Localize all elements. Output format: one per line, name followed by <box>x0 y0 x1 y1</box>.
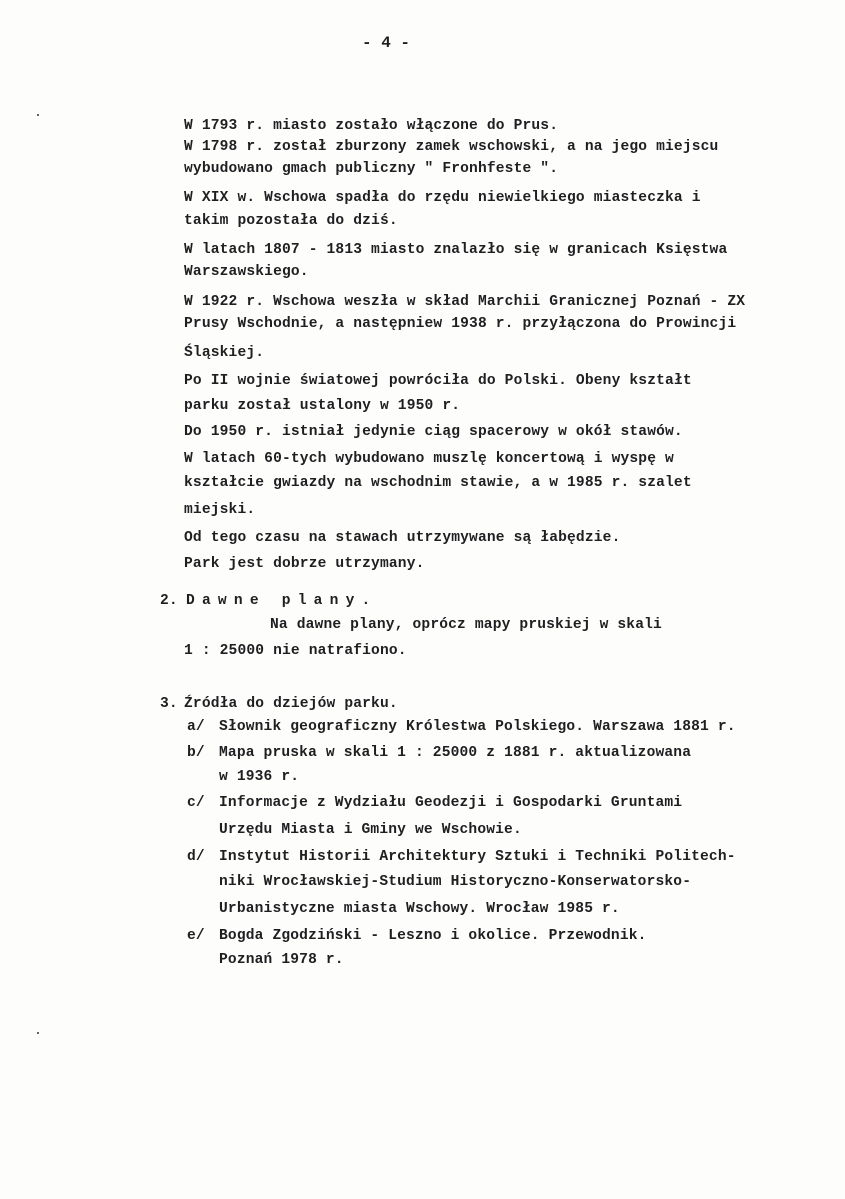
section-heading: Dawne plany. <box>186 593 378 609</box>
page-number: - 4 - <box>362 34 411 52</box>
source-line: Mapa pruska w skali 1 : 25000 z 1881 r. aktualizowana <box>219 745 692 761</box>
history-line: Prusy Wschodnie, a następniew 1938 r. przyłączona do Prowincji <box>184 316 737 332</box>
history-line: Od tego czasu na stawach utrzymywane są łabędzie. <box>184 530 621 546</box>
source-marker: a/ <box>187 719 205 735</box>
history-line: W latach 1807 - 1813 miasto znalazło się w granicach Księstwa <box>184 242 728 258</box>
section-text-line: 1 : 25000 nie natrafiono. <box>184 643 407 659</box>
source-line: Instytut Historii Architektury Sztuki i Techniki Politech- <box>219 849 736 865</box>
history-line: Śląskiej. <box>184 345 265 361</box>
history-line: Park jest dobrze utrzymany. <box>184 556 425 572</box>
source-line: Urzędu Miasta i Gminy we Wschowie. <box>219 822 522 838</box>
section-heading: Źródła do dziejów parku. <box>184 696 398 712</box>
source-line: Informacje z Wydziału Geodezji i Gospodarki Gruntami <box>219 795 683 811</box>
source-line: Urbanistyczne miasta Wschowy. Wrocław 1985 r. <box>219 901 620 917</box>
source-line: niki Wrocławskiej-Studium Historyczno-Konserwatorsko- <box>219 874 692 890</box>
source-marker: c/ <box>187 795 205 811</box>
section-number: 3. <box>160 696 178 712</box>
history-line: Warszawskiego. <box>184 264 309 280</box>
section-number: 2. <box>160 593 178 609</box>
history-line: wybudowano gmach publiczny " Fronhfeste ". <box>184 161 559 177</box>
source-marker: b/ <box>187 745 205 761</box>
history-line: W 1793 r. miasto zostało włączone do Prus. <box>184 118 559 134</box>
source-marker: e/ <box>187 928 205 944</box>
source-line: Poznań 1978 r. <box>219 952 344 968</box>
history-line: W 1922 r. Wschowa weszła w skład Marchii Granicznej Poznań - ZX <box>184 294 746 310</box>
history-line: W latach 60-tych wybudowano muszlę koncertową i wyspę w <box>184 451 674 467</box>
history-line: W 1798 r. został zburzony zamek wschowski, a na jego miejscu <box>184 139 719 155</box>
source-line: Słownik geograficzny Królestwa Polskiego. Warszawa 1881 r. <box>219 719 736 735</box>
history-line: W XIX w. Wschowa spadła do rzędu niewielkiego miasteczka i <box>184 190 701 206</box>
history-line: Po II wojnie światowej powróciła do Polski. Obeny kształt <box>184 373 692 389</box>
history-line: Do 1950 r. istniał jedynie ciąg spacerowy w okół stawów. <box>184 424 683 440</box>
history-line: kształcie gwiazdy na wschodnim stawie, a w 1985 r. szalet <box>184 475 692 491</box>
section-text-line: Na dawne plany, oprócz mapy pruskiej w skali <box>270 617 662 633</box>
source-line: w 1936 r. <box>219 769 300 785</box>
margin-dot <box>37 114 39 116</box>
source-line: Bogda Zgodziński - Leszno i okolice. Przewodnik. <box>219 928 647 944</box>
source-marker: d/ <box>187 849 205 865</box>
margin-dot <box>37 1032 39 1034</box>
history-line: takim pozostała do dziś. <box>184 213 398 229</box>
history-line: miejski. <box>184 502 256 518</box>
history-line: parku został ustalony w 1950 r. <box>184 398 461 414</box>
